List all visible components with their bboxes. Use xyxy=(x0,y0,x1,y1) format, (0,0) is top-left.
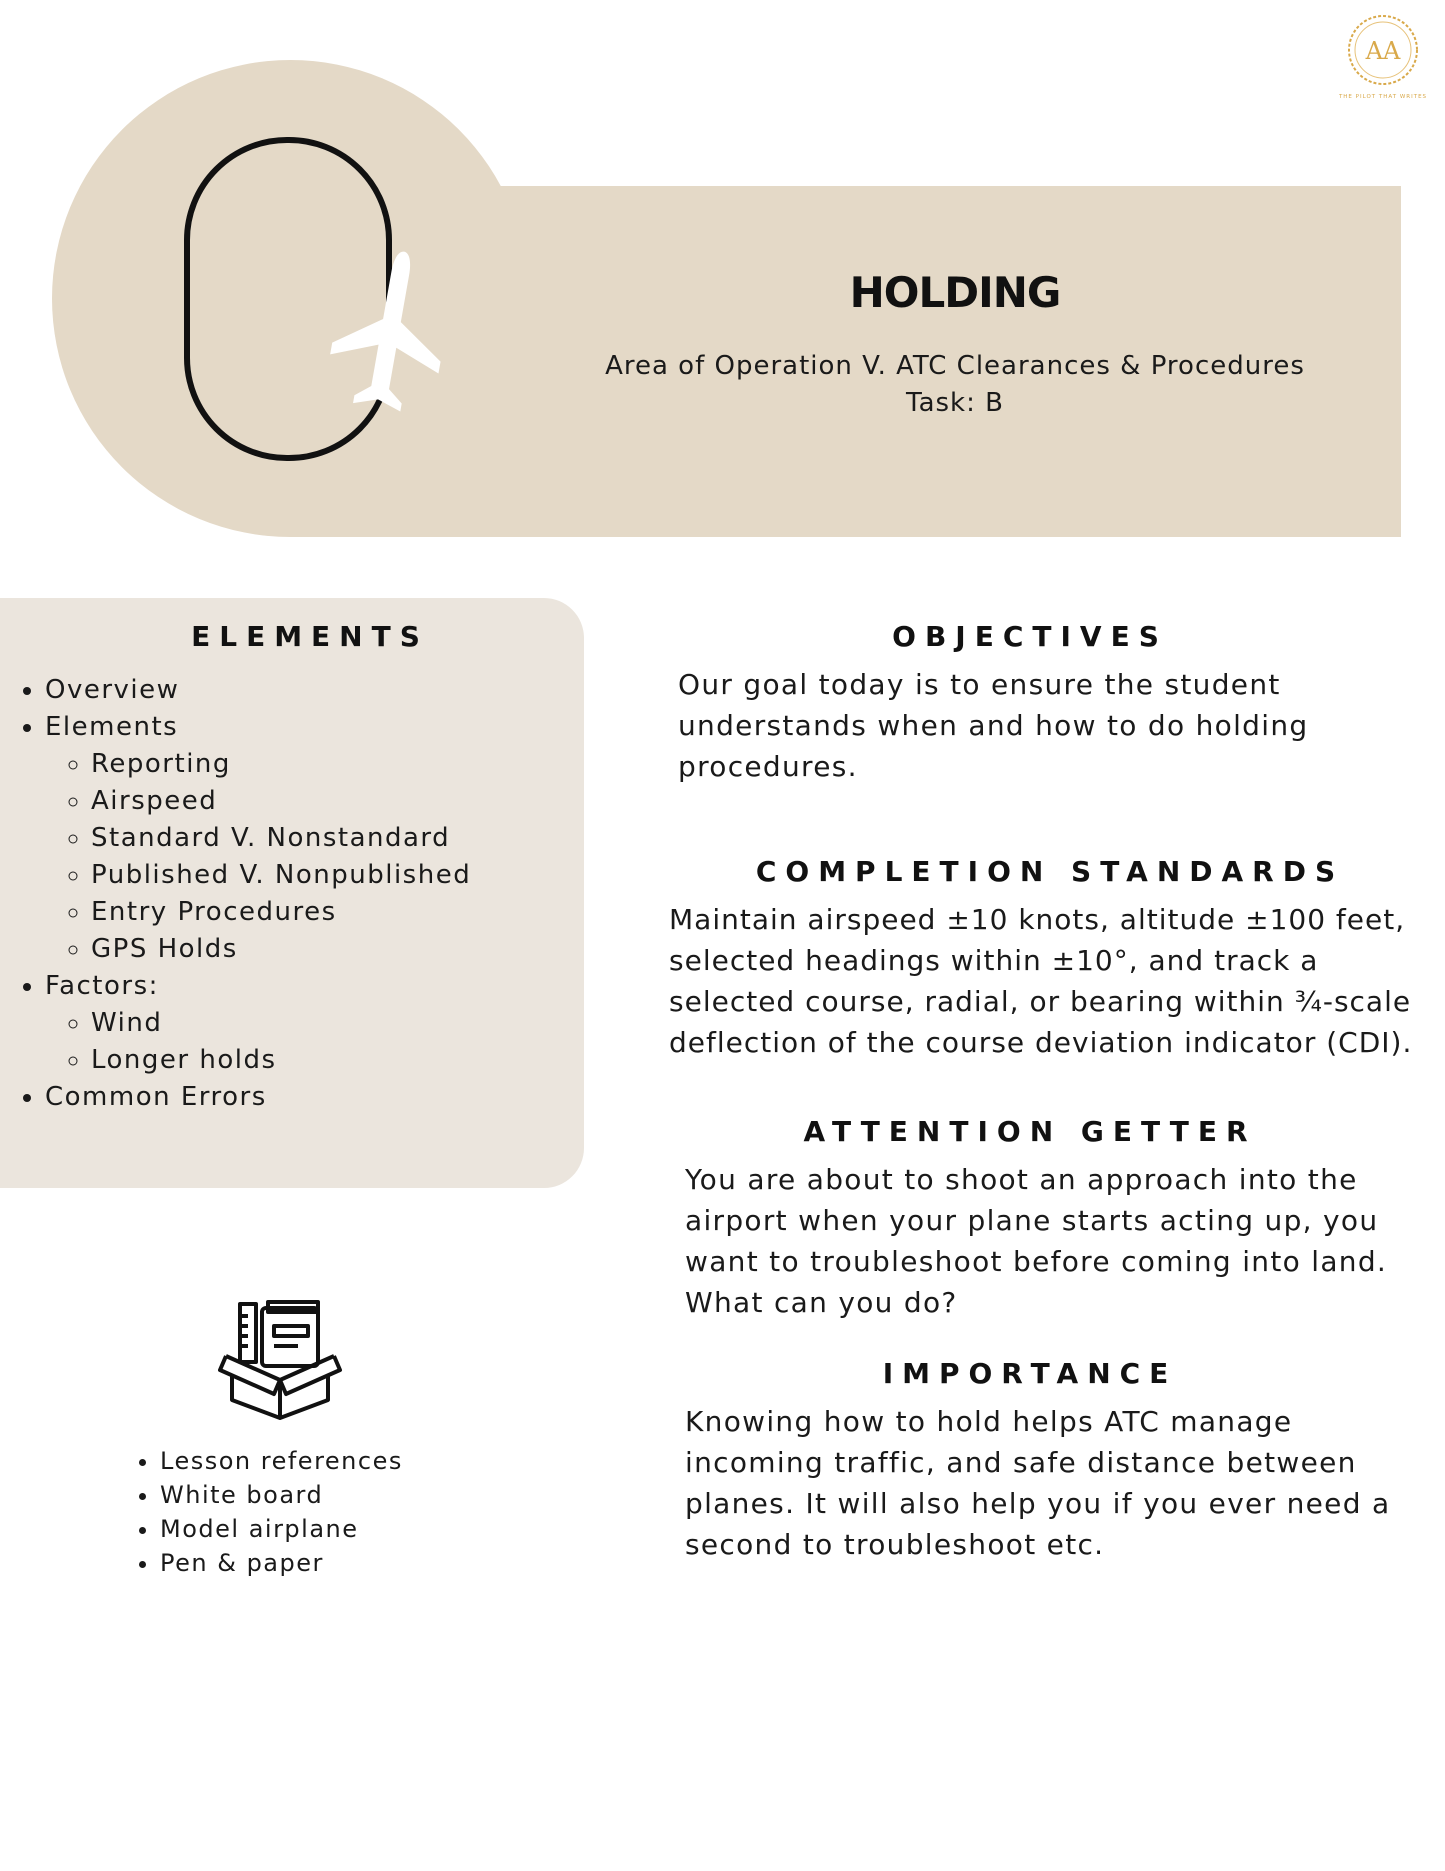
list-item: • Lesson references xyxy=(160,1444,640,1478)
list-item: ◦ Airspeed xyxy=(91,783,605,820)
logo-monogram: AA xyxy=(1365,37,1401,65)
list-item: ◦ GPS Holds xyxy=(91,931,605,968)
brand-logo xyxy=(1338,8,1428,104)
box-with-books-icon xyxy=(218,1300,343,1420)
importance-heading: IMPORTANCE xyxy=(882,1357,1178,1390)
list-item: ◦ Longer holds xyxy=(91,1042,605,1079)
objectives-text: Our goal today is to ensure the student understands when and how to do holding procedures. xyxy=(678,668,1309,783)
importance-text: Knowing how to hold helps ATC manage incoming traffic, and safe distance between planes. It will also help you if you ever need a second to troubleshoot etc. xyxy=(685,1405,1391,1561)
list-item: • Overview xyxy=(45,672,605,709)
sub-list xyxy=(45,746,605,968)
materials-list xyxy=(0,1444,640,1580)
list-item: ◦ Standard V. Nonstandard xyxy=(91,820,605,857)
list-item-label: Factors: xyxy=(45,971,159,1001)
list-item-label: Elements xyxy=(45,712,179,742)
objectives-heading: OBJECTIVES xyxy=(892,620,1168,653)
completion-standards-text: Maintain airspeed ±10 knots, altitude ±100 feet, selected headings within ±10°, and track a selected course, radial, or bearing within ¾-scale deflection of the course deviation indicator (CDI). xyxy=(669,903,1413,1059)
list-item: • Model airplane xyxy=(160,1512,640,1546)
list-item: • Common Errors xyxy=(45,1079,605,1116)
list-item: ◦ Entry Procedures xyxy=(91,894,605,931)
list-item: ◦ Wind xyxy=(91,1005,605,1042)
attention-getter-text: You are about to shoot an approach into the airport when your plane starts acting up, you want to troubleshoot before coming into land. What can you do? xyxy=(685,1163,1388,1319)
holding-pattern-illustration xyxy=(175,130,455,470)
list-item xyxy=(45,968,605,1079)
subtitle-area-of-operation: Area of Operation V. ATC Clearances & Procedures xyxy=(605,351,1305,381)
attention-getter-heading: ATTENTION GETTER xyxy=(803,1115,1257,1148)
page-title: HOLDING xyxy=(849,268,1061,317)
list-item xyxy=(45,709,605,968)
elements-heading: ELEMENTS xyxy=(191,620,429,653)
list-item: ◦ Reporting xyxy=(91,746,605,783)
sub-list xyxy=(45,1005,605,1079)
subtitle-task: Task: B xyxy=(906,388,1004,418)
list-item: ◦ Published V. Nonpublished xyxy=(91,857,605,894)
holding-racetrack xyxy=(187,140,389,458)
page-subtitle xyxy=(560,348,1350,422)
logo-tagline: THE PILOT THAT WRITES xyxy=(1338,94,1428,100)
list-item: • White board xyxy=(160,1478,640,1512)
list-item: • Pen & paper xyxy=(160,1546,640,1580)
completion-standards-heading: COMPLETION STANDARDS xyxy=(755,855,1345,888)
elements-list xyxy=(0,672,605,1116)
